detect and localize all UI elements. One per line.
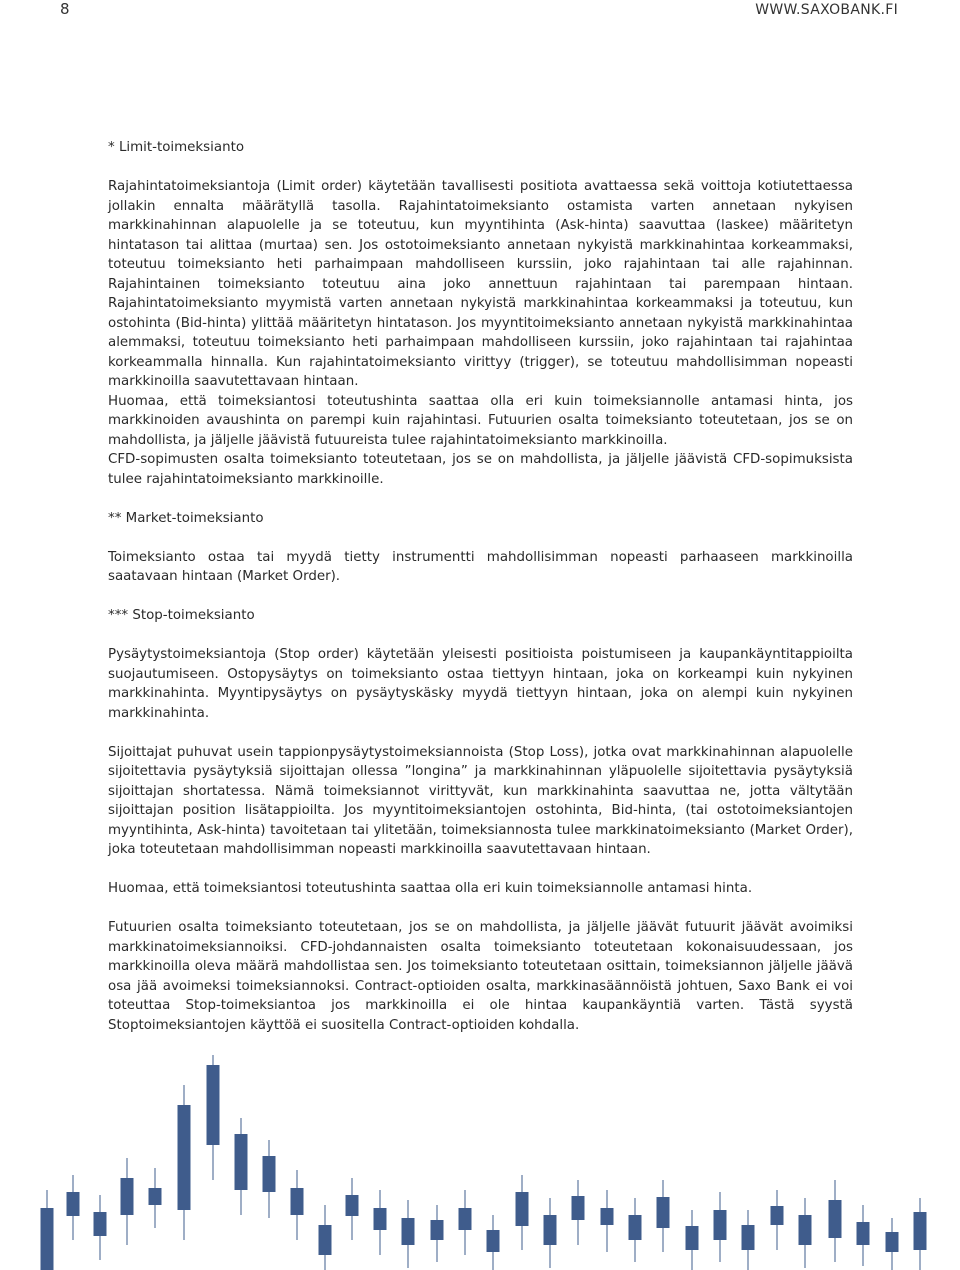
candlestick-body: [771, 1206, 784, 1225]
section-market-order: [108, 509, 853, 587]
candlestick-body: [402, 1218, 415, 1245]
candlestick-body: [459, 1208, 472, 1230]
candlestick: [829, 1180, 842, 1262]
candlestick-body: [207, 1065, 220, 1145]
candlestick: [487, 1215, 500, 1270]
candlestick: [886, 1218, 899, 1270]
candlestick-body: [178, 1105, 191, 1210]
candlestick: [686, 1210, 699, 1270]
candlestick-body: [263, 1156, 276, 1192]
paragraph: Rajahintatoimeksiantoja (Limit order) käytetään tavallisesti positiota avattaessa sekä voittoja kotiutettaessa jollakin ennalta määrätyllä tasolla. Rajahintatoimeksianto ostamista varten annetaan nykyisen markkinahinnan alapuolelle ja se toteutuu, kun myyntihinta (Ask-hinta) saavuttaa (laskee) määritetyn hintatason tai alittaa (murtaa) sen. Jos ostotoimeksianto annetaan nykyistä markkinahintaa korkeammaksi, toteutuu toimeksianto heti parhaimpaan mahdolliseen kurssiin, joko rajahintaan tai alle rajahinnan. Rajahintainen toimeksianto toteutuu aina joko annettuun rajahintaan tai parempaan hintaan. Rajahintatoimeksianto myymistä varten annetaan nykyistä markkinahintaa korkeammaksi ja toteutuu, kun ostohinta (Bid-hinta) ylittää määritetyn hintatason. Jos myyntitoimeksianto annetaan nykyistä markkinahintaa alemmaksi, toteutuu toimeksianto heti parhaimpaan mahdolliseen kurssiin, joko rajahintaan tai rajahintaa korkeammalla hinnalla. Kun rajahintatoimeksianto virittyy (trigger), se toteutuu mahdollisimman nopeasti markkinoilla saavutettavaan hintaan.: [108, 179, 853, 389]
candlestick-body: [572, 1196, 585, 1220]
paragraph: Toimeksianto ostaa tai myydä tietty instrumentti mahdollisimman nopeasti parhaaseen markkinoilla saatavaan hintaan (Market Order).: [108, 549, 853, 584]
paragraph: Pysäytystoimeksiantoja (Stop order) käytetään yleisesti positioista poistumiseen ja kaupankäyntitappioilta suojautumiseen. Ostopysäytys on toimeksianto ostaa tiettyyn hintaan, joka on korkeampi kuin nykyinen markkinahinta. Myyntipysäytys on pysäytyskäsky myydä tiettyyn hintaan, joka on alempi kuin nykyinen markkinahinta.: [108, 647, 853, 721]
candlestick-body: [94, 1212, 107, 1236]
candlestick-body: [516, 1192, 529, 1226]
candlestick-body: [235, 1134, 248, 1190]
section-heading: ** Market-toimeksianto: [108, 510, 264, 526]
paragraph: Futuurien osalta toimeksianto toteutetaan, jos se on mahdollista, ja jäljelle jäävät futuurit jäävät avoimiksi markkinatoimeksiannoiksi. CFD-johdannaisten osalta toimeksianto toteutetaan kokonaisuudessaan, jos markkinoilla oleva määrä mahdollistaa sen. Jos toimeksianto toteutetaan osittain, toimeksiannon jäljelle jäävä osa jää avoimeksi toimeksiannoksi. Contract-optioiden osalta, markkinasäännöistä johtuen, Saxo Bank ei voi toteuttaa Stop-toimeksiantoa jos markkinoilla ei ole hintaa kaupankäyntiä varten. Tästä syystä Stoptoimeksiantojen käyttöä ei suositella Contract-optioiden kohdalla.: [108, 920, 853, 1033]
candlestick: [67, 1175, 80, 1240]
candlestick-body: [714, 1210, 727, 1240]
candlestick-body: [67, 1192, 80, 1216]
candlestick: [178, 1085, 191, 1240]
candlestick: [914, 1198, 927, 1270]
site-url[interactable]: WWW.SAXOBANK.FI: [755, 2, 898, 18]
section-heading: *** Stop-toimeksianto: [108, 608, 255, 623]
candlestick: [544, 1198, 557, 1268]
candlestick: [601, 1190, 614, 1252]
candlestick-body: [291, 1188, 304, 1215]
candlestick-body: [544, 1215, 557, 1245]
candlestick: [714, 1192, 727, 1262]
section-stop-order: [108, 606, 853, 1035]
candlestick-body: [799, 1215, 812, 1245]
page-number: 8: [60, 0, 70, 18]
candlestick: [629, 1198, 642, 1262]
section-heading: * Limit-toimeksianto: [108, 140, 245, 155]
candlestick: [771, 1190, 784, 1250]
candlestick: [799, 1198, 812, 1268]
paragraph: Sijoittajat puhuvat usein tappionpysäytystoimeksiannoista (Stop Loss), jotka ovat markkinahinnan alapuolelle sijoitettavia pysäytyksiä sijoittajan ollessa ”longina” ja markkinahinnan yläpuolelle sijoitettavia pysäytyksiä sijoittajan shortatessa. Nämä toimeksiannot virittyvät, kun markkinahinta saavuttaa ne, jotta vältytään sijoittajan position lisätappioilta. Jos myyntitoimeksiantojen ostohinta, Bid-hinta, (tai ostotoimeksiantojen myyntihinta, Ask-hinta) tavoitetaan tai ylitetään, toimeksiannosta tulee markkinatoimeksianto (Market Order), joka toteutetaan mahdollisimman nopeasti markkinoilla saavutettavaan hintaan.: [108, 744, 853, 857]
candlestick: [263, 1140, 276, 1218]
candlestick: [121, 1158, 134, 1245]
candlestick-body: [431, 1220, 444, 1240]
candlestick: [149, 1168, 162, 1228]
candlestick-body: [601, 1208, 614, 1225]
candlestick-body: [742, 1225, 755, 1250]
candlestick-body: [829, 1200, 842, 1238]
candlestick-body: [657, 1197, 670, 1228]
candlestick-body: [149, 1188, 162, 1205]
candlestick: [207, 1055, 220, 1180]
candlestick-body: [319, 1225, 332, 1255]
paragraph: Huomaa, että toimeksiantosi toteutushinta saattaa olla eri kuin toimeksiannolle antamasi hinta.: [108, 881, 753, 896]
candlestick-body: [886, 1232, 899, 1252]
candlestick: [516, 1175, 529, 1250]
candlestick-body: [629, 1215, 642, 1240]
candlestick-body: [686, 1226, 699, 1250]
candlestick-body: [857, 1222, 870, 1245]
section-limit-order: [108, 138, 853, 489]
candlestick-body: [914, 1212, 927, 1250]
candlestick: [94, 1195, 107, 1260]
candlestick-body: [41, 1208, 54, 1270]
candlestick: [291, 1170, 304, 1240]
candlestick-body: [346, 1195, 359, 1216]
candlestick: [41, 1190, 54, 1270]
candlestick: [319, 1205, 332, 1270]
document-body: [108, 138, 853, 1035]
candlestick-decoration: [0, 1040, 960, 1270]
paragraph: CFD-sopimusten osalta toimeksianto toteutetaan, jos se on mahdollista, ja jäljelle jäävistä CFD-sopimuksista tulee rajahintatoimeksianto markkinoille.: [108, 452, 853, 487]
candlestick: [374, 1190, 387, 1255]
candlestick-body: [374, 1208, 387, 1230]
candlestick: [657, 1180, 670, 1252]
candlestick-body: [487, 1230, 500, 1252]
paragraph: Huomaa, että toimeksiantosi toteutushinta saattaa olla eri kuin toimeksiannolle antamasi hinta, jos markkinoiden avaushinta on parempi kuin rajahintasi. Futuurien osalta toimeksianto toteutetaan, jos se on mahdollista, ja jäljelle jäävistä futuureista tulee rajahintatoimeksianto markkinoilla.: [108, 393, 853, 448]
candlestick: [346, 1178, 359, 1240]
candlestick: [431, 1205, 444, 1262]
candlestick: [572, 1180, 585, 1245]
candlestick: [742, 1210, 755, 1270]
candlestick: [402, 1200, 415, 1268]
candlestick: [857, 1205, 870, 1266]
candlestick: [459, 1190, 472, 1255]
candlestick-body: [121, 1178, 134, 1215]
candlestick: [235, 1118, 248, 1215]
